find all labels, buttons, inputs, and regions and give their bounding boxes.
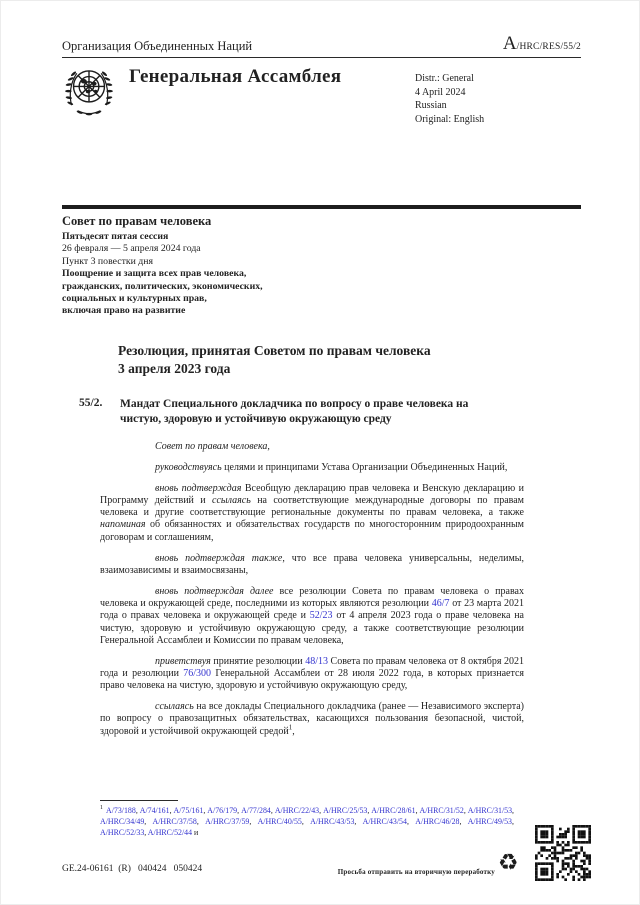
agenda-title-line: социальных и культурных прав,	[62, 293, 207, 305]
text-segment: напоминая	[100, 519, 146, 531]
resolution-link[interactable]: 46/7	[431, 597, 450, 609]
recycle-notice: Просьба отправить на вторичную переработку	[337, 868, 495, 876]
original-language-line: Original: English	[415, 113, 485, 125]
language-line: Russian	[415, 100, 447, 111]
text-segment: на соответствующие международные договоры по правам человека и другие соответствующие региональные документы по правам человека, а также	[100, 494, 524, 519]
resolution-title-line2: 3 апреля 2023 года	[118, 361, 231, 376]
text-segment: ссылаясь	[212, 494, 251, 506]
org-name: Организация Объединенных Наций	[62, 39, 253, 53]
text-segment: от 4 апреля 2023 года о праве человека на чистую, здоровую и устойчивую окружающую среду, а также соответствующие резолюции Генеральной Ассамблеи и Комиссии по правам человека,	[100, 610, 524, 646]
document-reference-link[interactable]: A/77/284	[241, 806, 271, 815]
document-reference-link[interactable]: A/HRC/49/53	[467, 816, 512, 826]
document-reference-link[interactable]: A/HRC/46/28	[415, 816, 460, 826]
qr-code	[535, 825, 591, 881]
header-rule	[62, 57, 581, 58]
body-paragraph	[100, 483, 524, 544]
text-segment: Всеобщую декларацию прав человека и Венскую декларацию и Программу действий и	[100, 482, 524, 506]
resolution-link[interactable]: 76/300	[183, 667, 212, 679]
session-block	[62, 214, 263, 318]
text-segment: на все доклады Специального докладчика (ранее — Независимого эксперта) по вопросу о правозащитных обязательствах, касающихся пользования безопасной, чистой, здоровой и устойчивой окружающей средой	[100, 701, 524, 737]
resolution-title	[118, 342, 431, 378]
document-reference-link[interactable]: A/75/161	[173, 806, 204, 815]
document-reference-link[interactable]: A/HRC/40/55	[257, 816, 302, 826]
ge-document-number: GE.24-06161 (R) 040424 050424	[62, 864, 203, 874]
text-segment: руководствуясь	[155, 461, 222, 473]
un-emblem-icon	[59, 63, 119, 123]
text-segment: принятие резолюции	[210, 655, 306, 667]
text-segment: ,	[292, 725, 295, 737]
text-segment: целями и принципами Устава Организации Объединенных Наций,	[221, 461, 508, 473]
recycle-icon: ♻	[498, 850, 519, 876]
body-paragraph	[100, 656, 524, 693]
footnote-marker: 1	[288, 723, 293, 732]
footnote: $^1$ A/73/188, A/74/161, A/75/161, A/76/179, A/77/284, A/HRC/22/43, A/HRC/25/53, A/HRC/28/61, A/HRC/31/52, A/HRC/31/53, A/HRC/34/49, A/HRC/37/58, A/HRC/37/59, A/HRC/40/55, A/HRC/43/53, A/HRC/43/54, A/HRC/46/28, A/HRC/49/53, A/HRC/52/33, A/HRC/52/44 и	[100, 805, 515, 837]
distr-line: Distr.: General	[415, 73, 474, 84]
resolution-subject: Мандат Специального докладчика по вопросу о праве человека на чистую, здоровую и устойчивую окружающую среду	[120, 398, 469, 425]
document-reference-link[interactable]: A/73/188	[106, 806, 136, 815]
text-segment: вновь подтверждая далее	[155, 585, 274, 597]
text-segment: ссылаясь	[155, 701, 194, 713]
text-segment: вновь подтверждая также	[155, 552, 283, 564]
resolution-preamble	[100, 441, 524, 746]
body-paragraph	[100, 553, 524, 578]
session-dates: 26 февраля — 5 апреля 2024 года	[62, 243, 201, 255]
text-segment: Совет по правам человека,	[155, 441, 270, 452]
resolution-link[interactable]: 52/23	[309, 610, 333, 622]
document-reference-link[interactable]: A/HRC/52/44	[147, 827, 193, 837]
resolution-number: 55/2.	[79, 397, 103, 409]
document-reference-link[interactable]: A/HRC/31/52	[419, 806, 464, 815]
doc-symbol-series: A	[502, 33, 517, 54]
session-number: Пятьдесят пятая сессия	[62, 231, 169, 242]
text-segment: от 23 марта 2021 года о правах человека и окружающей среде и	[100, 597, 524, 622]
footnote-rule	[100, 800, 178, 801]
document-reference-link[interactable]: A/HRC/37/58	[152, 816, 197, 826]
agenda-item: Пункт 3 повестки дня	[62, 255, 154, 267]
document-reference-link[interactable]: A/HRC/37/59	[205, 816, 250, 826]
text-segment: об обязанностях и обязательствах государств по многосторонним природоохранным договорам и соглашениям,	[100, 519, 524, 543]
distribution-block	[415, 72, 484, 126]
text-segment: Генеральной Ассамблеи от 28 июля 2022 года, в которых признается право человека на чистую, здоровую и устойчивую окружающую среду,	[100, 667, 525, 692]
document-reference-link[interactable]: A/HRC/28/61	[371, 806, 416, 815]
document-reference-link[interactable]: A/76/179	[207, 806, 238, 815]
council-name: Совет по правам человека	[62, 214, 212, 228]
document-reference-link[interactable]: A/HRC/31/53	[467, 806, 513, 815]
agenda-title-line: включая право на развитие	[62, 305, 186, 317]
document-reference-link[interactable]: A/HRC/22/43	[274, 806, 320, 815]
footnote-number: 1	[100, 805, 103, 812]
text-segment: , что все права человека универсальны, неделимы, взаимозависимы и взаимосвязаны,	[100, 552, 524, 576]
resolution-link[interactable]: 48/13	[305, 655, 328, 667]
text-segment: приветствуя	[155, 655, 211, 667]
document-reference-link[interactable]: A/HRC/43/53	[310, 816, 355, 826]
body-paragraph	[100, 441, 524, 453]
body-paragraph	[100, 586, 524, 647]
section-divider	[62, 205, 581, 209]
document-reference-link[interactable]: A/HRC/25/53	[323, 806, 368, 815]
doc-symbol-number: /HRC/RES/55/2	[516, 42, 581, 52]
agenda-title-line: гражданских, политических, экономических,	[62, 280, 263, 292]
body-paragraph	[100, 462, 524, 474]
date-line: 4 April 2024	[415, 86, 466, 98]
document-reference-link[interactable]: A/HRC/43/54	[362, 816, 407, 826]
text-segment: все резолюции Совета по правам человека о правах человека и окружающей среде, последними из которых являются резолюции	[100, 585, 524, 609]
document-reference-link[interactable]: A/HRC/34/49	[100, 816, 145, 826]
agenda-title-line: Поощрение и защита всех прав человека,	[62, 268, 247, 280]
resolution-title-line1: Резолюция, принятая Советом по правам человека	[118, 343, 431, 358]
document-reference-link[interactable]: A/HRC/52/33	[100, 827, 145, 837]
doc-symbol	[503, 33, 581, 55]
text-segment: Совета по правам человека от 8 октября 2021 года и резолюции	[100, 655, 524, 679]
document-reference-link[interactable]: A/74/161	[139, 806, 170, 815]
text-segment: вновь подтверждая	[155, 482, 242, 494]
body-paragraph	[100, 701, 524, 738]
assembly-title: Генеральная Ассамблея	[129, 66, 342, 87]
